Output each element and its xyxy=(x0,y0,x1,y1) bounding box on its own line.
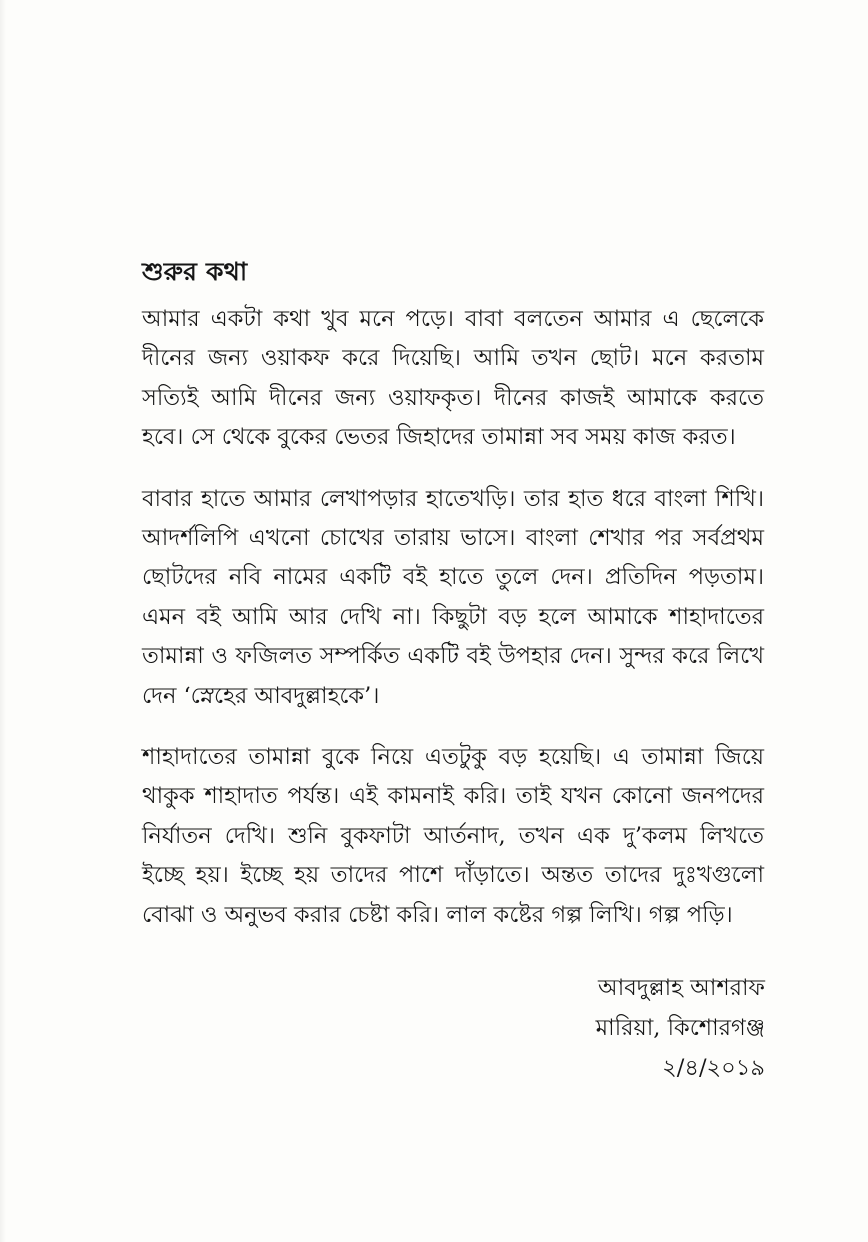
body-text xyxy=(142,300,764,957)
author-place: মারিয়া, কিশোরগঞ্জ xyxy=(595,1015,765,1041)
signature-block xyxy=(596,968,765,1088)
scan-edge-shadow xyxy=(0,0,6,1242)
signature-date: ২/৪/২০১৯ xyxy=(662,1055,765,1081)
page-title: শুরুর কথা xyxy=(142,257,248,286)
paragraph-3: শাহাদাতের তামান্না বুকে নিয়ে এতটুকু বড় হয়েছি। এ তামান্না জিয়ে থাকুক শাহাদাত পর্যন্ত। এই কামনাই করি। তাই যখন কোনো জনপদের নির্যাতন দেখি। শুনি বুকফাটা আর্তনাদ, তখন এক দু’কলম লিখতে ইচ্ছে হয়। ইচ্ছে হয় তাদের পাশে দাঁড়াতে। অন্তত তাদের দুঃখগুলো বোঝা ও অনুভব করার চেষ্টা করি। লাল কষ্টের গল্প লিখি। গল্প পড়ি। xyxy=(142,744,764,928)
author-name: আবদুল্লাহ আশরাফ xyxy=(598,975,765,1001)
paragraph-1: আমার একটা কথা খুব মনে পড়ে। বাবা বলতেন আমার এ ছেলেকে দীনের জন্য ওয়াকফ করে দিয়েছি। আমি তখন ছোট। মনে করতাম সত্যিই আমি দীনের জন্য ওয়াফকৃত। দীনের কাজই আমাকে করতে হবে। সে থেকে বুকের ভেতর জিহাদের তামান্না সব সময় কাজ করত। xyxy=(142,306,764,451)
paragraph-2: বাবার হাতে আমার লেখাপড়ার হাতেখড়ি। তার হাত ধরে বাংলা শিখি। আদর্শলিপি এখনো চোখের তারায় ভাসে। বাংলা শেখার পর সর্বপ্রথম ছোটদের নবি নামের একটি বই হাতে তুলে দেন। প্রতিদিন পড়তাম। এমন বই আমি আর দেখি না। কিছুটা বড় হলে আমাকে শাহাদাতের তামান্না ও ফজিলত সম্পর্কিত একটি বই উপহার দেন। সুন্দর করে লিখে দেন ‘স্নেহের আবদুল্লাহকে’। xyxy=(142,485,764,709)
